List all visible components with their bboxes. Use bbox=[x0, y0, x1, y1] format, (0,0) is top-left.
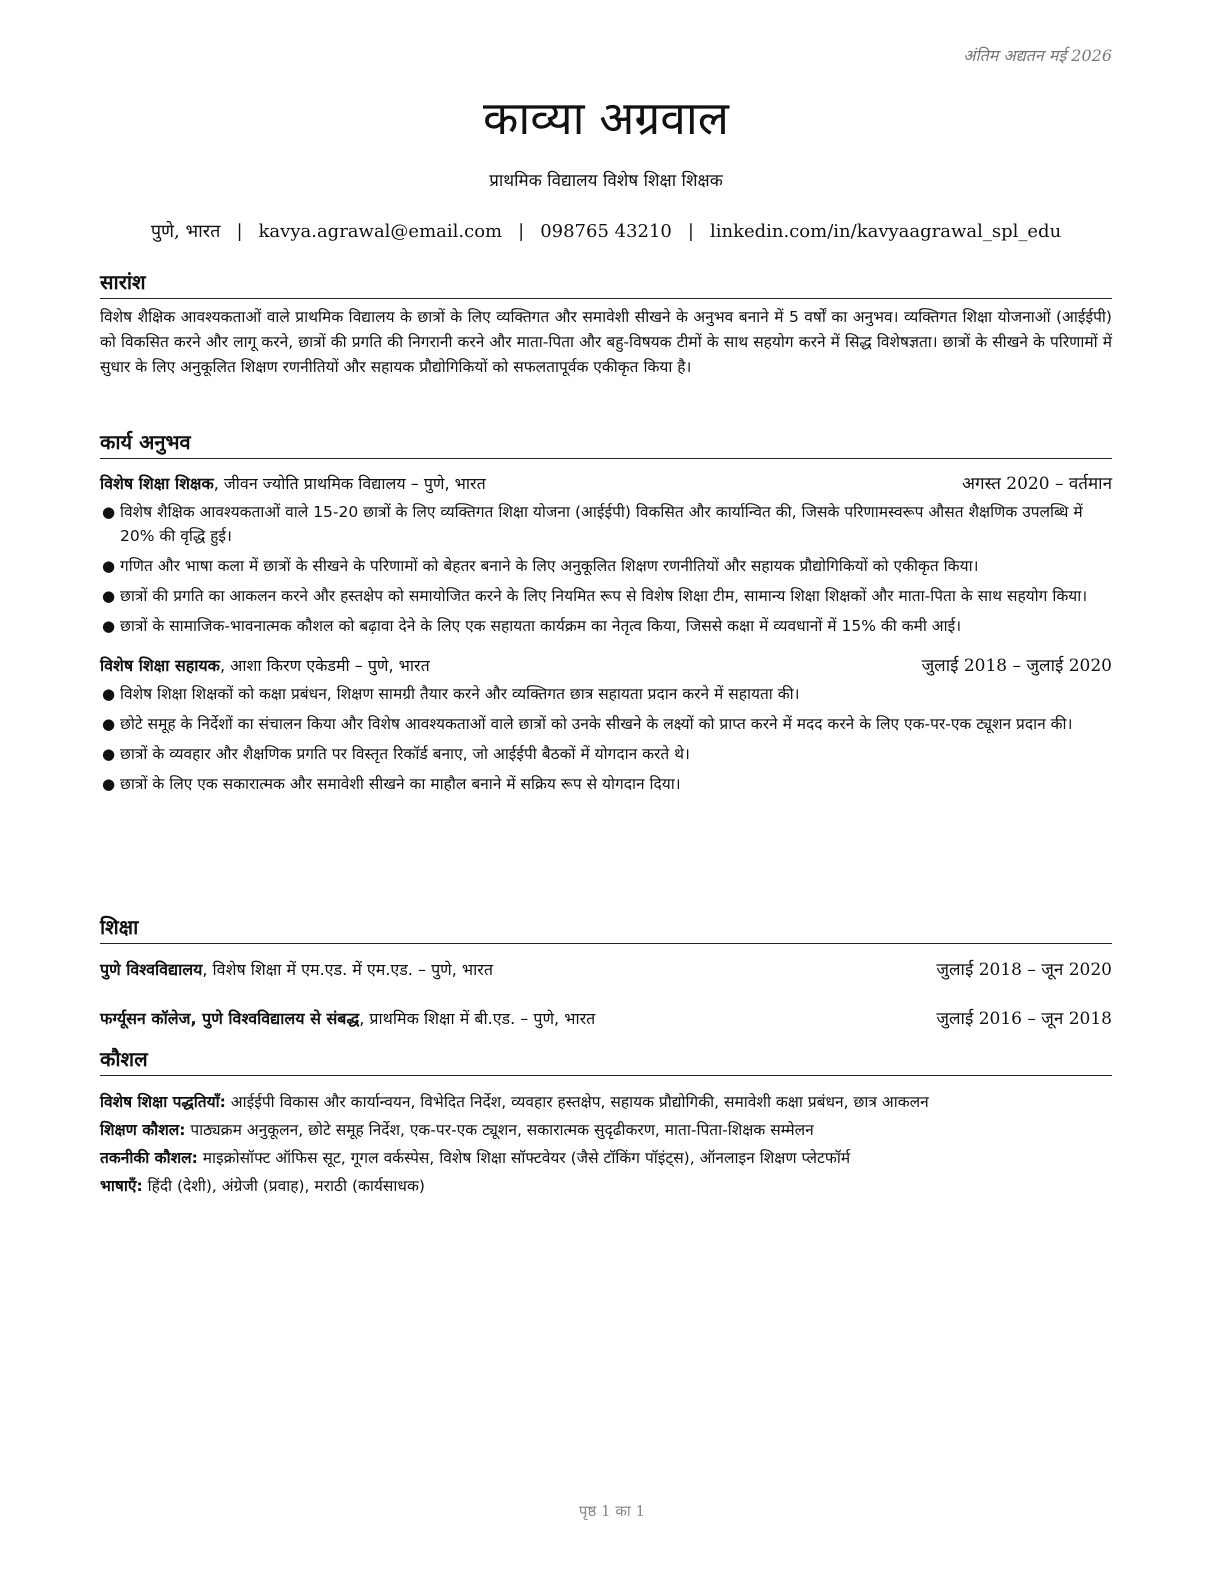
skills-list bbox=[100, 1088, 1112, 1200]
job-title: विशेष शिक्षा सहायक bbox=[100, 656, 220, 675]
bullet-text: छात्रों के सामाजिक-भावनात्मक कौशल को बढ़ावा देने के लिए एक सहायता कार्यक्रम का नेतृत्व किया, जिससे कक्षा में व्यवधानों में 15% की कमी आई। bbox=[120, 617, 962, 635]
contact-line bbox=[100, 219, 1112, 243]
bullet-item bbox=[100, 712, 1112, 736]
bullet-text: विशेष शैक्षिक आवश्यकताओं वाले 15-20 छात्रों के लिए व्यक्तिगत शिक्षा योजना (आईईपी) विकसित और कार्यान्वित की, जिसके परिणामस्वरूप औसत शैक्षणिक उपलब्धि में 20% की वृद्धि हुई। bbox=[120, 503, 1083, 545]
bullet-item bbox=[100, 742, 1112, 766]
job-entry bbox=[100, 654, 1112, 796]
section-heading: शिक्षा bbox=[100, 913, 1112, 944]
skill-label: विशेष शिक्षा पद्धतियाँ: bbox=[100, 1093, 226, 1111]
degree-detail: , प्राथमिक शिक्षा में बी.एड. – पुणे, भारत bbox=[359, 1009, 596, 1028]
location: पुणे, भारत bbox=[150, 221, 221, 242]
skill-label: शिक्षण कौशल: bbox=[100, 1121, 186, 1139]
skill-value: हिंदी (देशी), अंग्रेजी (प्रवाह), मराठी (कार्यसाधक) bbox=[142, 1177, 425, 1195]
job-bullets bbox=[100, 500, 1112, 638]
school-name: फर्ग्यूसन कॉलेज, पुणे विश्वविद्यालय से संबद्ध bbox=[100, 1009, 360, 1028]
education-entry bbox=[100, 1007, 1112, 1031]
skill-label: भाषाएँ: bbox=[100, 1177, 143, 1195]
skill-row bbox=[100, 1116, 1112, 1144]
bullet-text: छोटे समूह के निर्देशों का संचालन किया और विशेष आवश्यकताओं वाले छात्रों को उनके सीखने के लक्ष्यों को प्राप्त करने में मदद करने के लिए एक-पर-एक ट्यूशन प्रदान की। bbox=[120, 715, 1073, 733]
skill-value: पाठ्यक्रम अनुकूलन, छोटे समूह निर्देश, एक-पर-एक ट्यूशन, सकारात्मक सुदृढीकरण, माता-पिता-शिक्षक सम्मेलन bbox=[185, 1121, 814, 1139]
skill-label: तकनीकी कौशल: bbox=[100, 1149, 198, 1167]
job-title: विशेष शिक्षा शिक्षक bbox=[100, 474, 214, 493]
bullet-text: छात्रों के व्यवहार और शैक्षणिक प्रगति पर विस्तृत रिकॉर्ड बनाए, जो आईईपी बैठकों में योगदान करते थे। bbox=[120, 745, 690, 763]
job-org: , जीवन ज्योति प्राथमिक विद्यालय – पुणे, भारत bbox=[213, 474, 486, 493]
skill-row bbox=[100, 1144, 1112, 1172]
job-org: , आशा किरण एकेडमी – पुणे, भारत bbox=[219, 656, 430, 675]
bullet-text: गणित और भाषा कला में छात्रों के सीखने के परिणामों को बेहतर बनाने के लिए अनुकूलित शिक्षण रणनीतियों और सहायक प्रौद्योगिकियों को एकीकृत किया। bbox=[120, 557, 979, 575]
skills-section bbox=[100, 1045, 1112, 1200]
summary-section bbox=[100, 268, 1112, 380]
experience-section bbox=[100, 428, 1112, 802]
separator: | bbox=[518, 221, 525, 242]
bullet-item bbox=[100, 772, 1112, 796]
bullet-icon: ● bbox=[102, 617, 116, 635]
section-heading: सारांश bbox=[100, 268, 1112, 299]
job-dates: जुलाई 2018 – जुलाई 2020 bbox=[921, 656, 1112, 676]
bullet-icon: ● bbox=[102, 587, 116, 605]
section-heading: कार्य अनुभव bbox=[100, 428, 1112, 459]
bullet-text: विशेष शिक्षा शिक्षकों को कक्षा प्रबंधन, शिक्षण सामग्री तैयार करने और व्यक्तिगत छात्र सहायता प्रदान करने में सहायता की। bbox=[120, 685, 800, 703]
bullet-icon: ● bbox=[102, 503, 116, 521]
bullet-item bbox=[100, 554, 1112, 578]
bullet-text: छात्रों की प्रगति का आकलन करने और हस्तक्षेप को समायोजित करने के लिए नियमित रूप से विशेष शिक्षा टीम, सामान्य शिक्षा शिक्षकों और माता-पिता के साथ सहयोग किया। bbox=[120, 587, 1088, 605]
school-name: पुणे विश्वविद्यालय bbox=[100, 960, 203, 979]
education-dates: जुलाई 2016 – जून 2018 bbox=[936, 1009, 1112, 1029]
bullet-item bbox=[100, 614, 1112, 638]
candidate-name: काव्या अग्रवाल bbox=[483, 91, 729, 145]
bullet-icon: ● bbox=[102, 685, 116, 703]
last-updated: अंतिम अद्यतन मई 2026 bbox=[963, 46, 1112, 65]
page-number: पृष्ठ 1 का 1 bbox=[578, 1502, 646, 1520]
degree-detail: , विशेष शिक्षा में एम.एड. में एम.एड. – पुणे, भारत bbox=[202, 960, 493, 979]
education-dates: जुलाई 2018 – जून 2020 bbox=[936, 960, 1112, 980]
resume-page bbox=[100, 0, 1112, 1584]
job-dates: अगस्त 2020 – वर्तमान bbox=[962, 474, 1112, 494]
bullet-item bbox=[100, 584, 1112, 608]
education-section bbox=[100, 913, 1112, 1031]
education-entry bbox=[100, 958, 1112, 982]
phone: 098765 43210 bbox=[540, 221, 672, 242]
separator: | bbox=[236, 221, 243, 242]
bullet-icon: ● bbox=[102, 745, 116, 763]
skill-value: आईईपी विकास और कार्यान्वयन, विभेदित निर्देश, व्यवहार हस्तक्षेप, सहायक प्रौद्योगिकी, समावेशी कक्षा प्रबंधन, छात्र आकलन bbox=[225, 1093, 929, 1111]
bullet-icon: ● bbox=[102, 715, 116, 733]
skill-row bbox=[100, 1172, 1112, 1200]
bullet-item bbox=[100, 500, 1112, 548]
job-header bbox=[100, 472, 1112, 496]
job-header bbox=[100, 654, 1112, 678]
section-heading: कौशल bbox=[100, 1045, 1112, 1076]
email-link[interactable]: kavya.agrawal@email.com bbox=[258, 221, 503, 242]
skill-value: माइक्रोसॉफ्ट ऑफिस सूट, गूगल वर्कस्पेस, विशेष शिक्षा सॉफ्टवेयर (जैसे टॉकिंग पॉइंट्स), ऑनलाइन शिक्षण प्लेटफॉर्म bbox=[197, 1149, 851, 1167]
linkedin-link[interactable]: linkedin.com/in/kavyaagrawal_spl_edu bbox=[709, 221, 1062, 242]
job-entry bbox=[100, 472, 1112, 638]
bullet-icon: ● bbox=[102, 775, 116, 793]
bullet-text: छात्रों के लिए एक सकारात्मक और समावेशी सीखने का माहौल बनाने में सक्रिय रूप से योगदान दिया। bbox=[120, 775, 681, 793]
separator: | bbox=[687, 221, 694, 242]
bullet-item bbox=[100, 682, 1112, 706]
bullet-icon: ● bbox=[102, 557, 116, 575]
job-title: प्राथमिक विद्यालय विशेष शिक्षा शिक्षक bbox=[489, 171, 723, 191]
job-bullets bbox=[100, 682, 1112, 796]
skill-row bbox=[100, 1088, 1112, 1116]
summary-text: विशेष शैक्षिक आवश्यकताओं वाले प्राथमिक विद्यालय के छात्रों के लिए व्यक्तिगत और समावेशी सीखने के अनुभव बनाने में 5 वर्षों का अनुभव। व्यक्तिगत शिक्षा योजनाओं (आईईपी) को विकसित करने और लागू करने, छात्रों की प्रगति की निगरानी करने और माता-पिता और बहु-विषयक टीमों के साथ सहयोग करने में सिद्ध विशेषज्ञता। छात्रों के सीखने के परिणामों में सुधार के लिए अनुकूलित शिक्षण रणनीतियों और सहायक प्रौद्योगिकियों को सफलतापूर्वक एकीकृत किया है। bbox=[100, 308, 1112, 376]
